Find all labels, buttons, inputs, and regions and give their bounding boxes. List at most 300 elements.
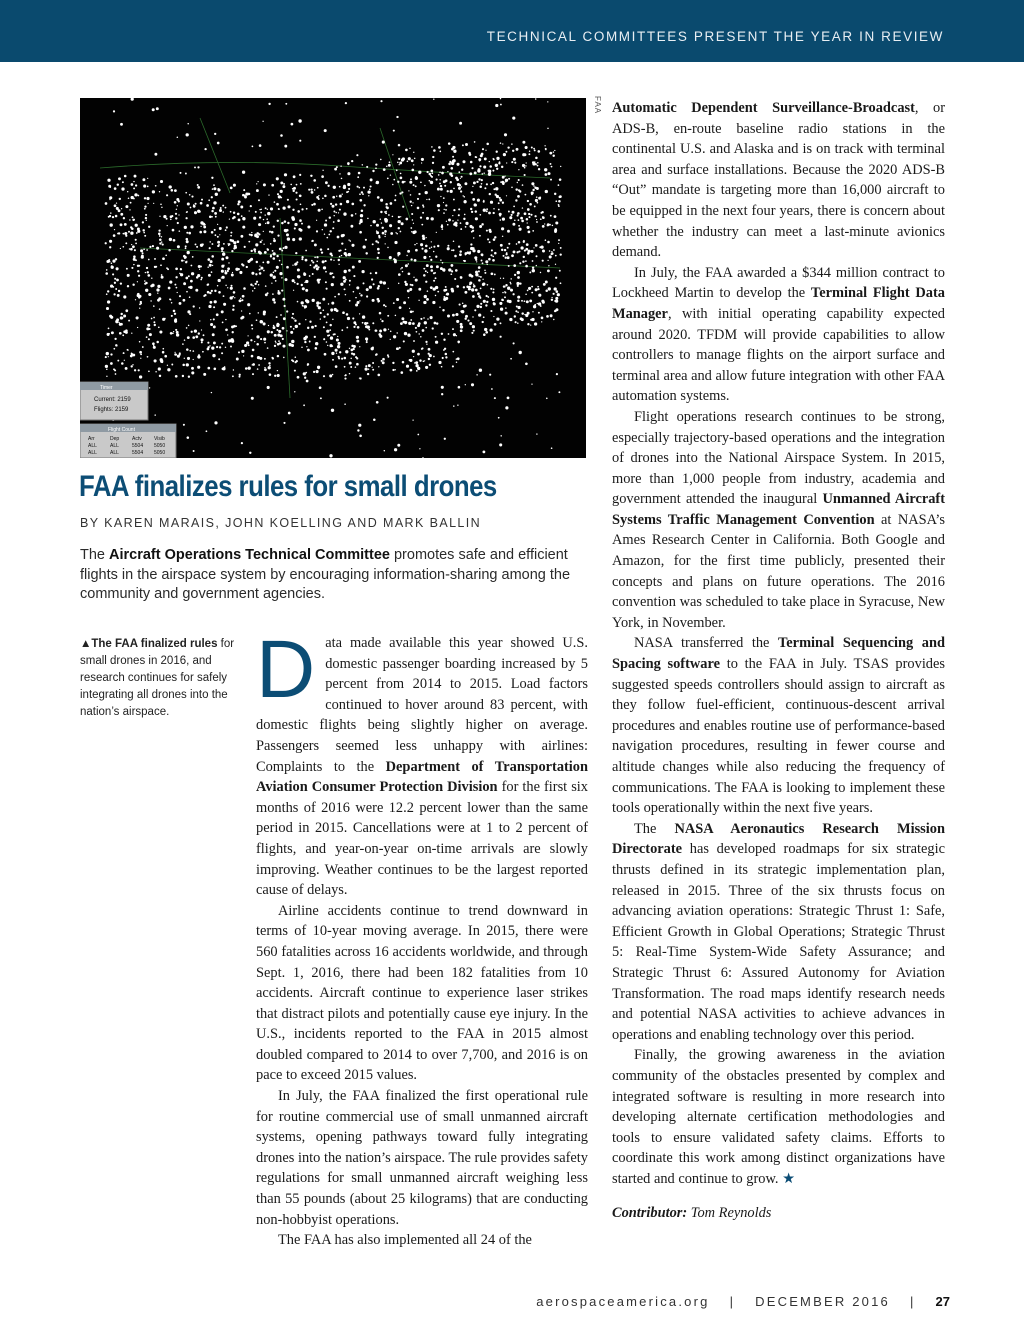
aircraft-dot — [280, 314, 282, 316]
aircraft-dot — [340, 283, 343, 286]
aircraft-dot — [534, 322, 537, 325]
aircraft-dot — [312, 299, 315, 302]
aircraft-dot — [274, 334, 277, 337]
aircraft-dot — [526, 218, 529, 221]
aircraft-dot — [125, 367, 128, 370]
aircraft-dot — [335, 212, 337, 214]
aircraft-dot — [525, 362, 528, 365]
aircraft-dot — [359, 193, 361, 195]
aircraft-dot — [189, 194, 191, 196]
aircraft-dot — [263, 313, 266, 316]
aircraft-dot — [292, 209, 294, 211]
aircraft-dot — [362, 315, 365, 318]
aircraft-dot — [475, 273, 478, 276]
aircraft-dot — [415, 249, 418, 252]
aircraft-dot — [301, 208, 303, 210]
aircraft-dot — [434, 272, 436, 274]
aircraft-dot — [201, 277, 203, 279]
aircraft-dot — [120, 223, 123, 226]
aircraft-dot — [443, 212, 445, 214]
aircraft-dot — [152, 245, 154, 247]
aircraft-dot — [210, 323, 213, 326]
aircraft-dot — [442, 268, 445, 271]
aircraft-dot — [302, 305, 304, 307]
count-cell: ALL — [110, 443, 119, 449]
aircraft-dot — [269, 373, 272, 376]
aircraft-dot — [496, 151, 498, 153]
aircraft-dot — [488, 173, 491, 176]
aircraft-dot — [427, 290, 429, 292]
aircraft-dot — [251, 324, 253, 326]
aircraft-dot — [211, 177, 213, 179]
aircraft-dot — [384, 450, 385, 451]
aircraft-dot — [505, 286, 506, 287]
aircraft-dot — [415, 177, 418, 180]
aircraft-dot — [282, 345, 285, 348]
aircraft-dot — [466, 286, 469, 289]
aircraft-dot — [105, 356, 107, 358]
aircraft-dot — [405, 264, 408, 267]
aircraft-dot — [161, 274, 163, 276]
aircraft-dot — [484, 157, 487, 160]
aircraft-dot — [341, 242, 343, 244]
body-paragraph — [612, 263, 945, 407]
aircraft-dot — [438, 146, 441, 149]
aircraft-dot — [294, 227, 296, 229]
aircraft-dot — [471, 288, 474, 291]
aircraft-dot — [190, 265, 192, 267]
page-footer — [0, 1294, 950, 1309]
aircraft-dot — [526, 162, 527, 163]
aircraft-dot — [298, 323, 300, 325]
aircraft-dot — [147, 186, 149, 188]
aircraft-dot — [410, 310, 413, 313]
aircraft-dot — [415, 361, 418, 364]
aircraft-dot — [129, 209, 130, 210]
aircraft-dot — [536, 265, 537, 266]
aircraft-dot — [141, 256, 144, 259]
aircraft-dot — [452, 156, 454, 158]
aircraft-dot — [414, 230, 417, 233]
aircraft-dot — [174, 201, 177, 204]
aircraft-dot — [469, 225, 472, 228]
aircraft-dot — [425, 327, 427, 329]
contributor-line — [612, 1203, 945, 1224]
text-run: The — [634, 820, 675, 837]
aircraft-dot — [227, 270, 229, 272]
aircraft-dot — [251, 328, 253, 330]
aircraft-dot — [476, 374, 477, 375]
aircraft-dot — [324, 223, 327, 226]
aircraft-dot — [459, 250, 461, 252]
aircraft-dot — [447, 314, 450, 317]
body-column-1 — [256, 624, 588, 1251]
aircraft-dot — [356, 340, 359, 343]
aircraft-dot — [432, 162, 434, 164]
flight-count-title: Flight Count — [108, 427, 135, 433]
aircraft-dot — [490, 201, 493, 204]
aircraft-dot — [345, 294, 347, 296]
aircraft-dot — [299, 174, 301, 176]
aircraft-dot — [531, 182, 534, 185]
aircraft-dot — [251, 232, 252, 233]
aircraft-dot — [493, 288, 495, 290]
aircraft-dot — [440, 196, 441, 197]
aircraft-dot — [240, 206, 243, 209]
aircraft-dot — [230, 287, 233, 290]
aircraft-dot — [489, 161, 490, 162]
aircraft-dot — [261, 240, 262, 241]
aircraft-dot — [558, 200, 561, 203]
count-cell: 5050 — [154, 450, 166, 456]
aircraft-dot — [388, 329, 389, 330]
aircraft-dot — [392, 216, 394, 218]
aircraft-dot — [505, 179, 508, 182]
aircraft-dot — [470, 208, 472, 210]
aircraft-dot — [372, 346, 374, 348]
aircraft-dot — [218, 279, 221, 282]
aircraft-dot — [305, 335, 308, 338]
aircraft-dot — [445, 356, 447, 358]
aircraft-dot — [558, 243, 559, 244]
aircraft-dot — [246, 266, 248, 268]
aircraft-dot — [301, 223, 303, 225]
aircraft-dot — [530, 319, 532, 321]
aircraft-dot — [410, 178, 412, 180]
aircraft-dot — [555, 277, 557, 279]
aircraft-dot — [486, 143, 489, 146]
aircraft-dot — [186, 232, 188, 234]
aircraft-dot — [197, 366, 200, 369]
aircraft-dot — [109, 196, 112, 199]
aircraft-dot — [479, 160, 480, 161]
aircraft-dot — [329, 217, 331, 219]
aircraft-dot — [458, 184, 461, 187]
aircraft-dot — [115, 258, 117, 260]
aircraft-dot — [209, 264, 212, 267]
aircraft-dot — [121, 187, 124, 190]
aircraft-dot — [542, 301, 545, 304]
aircraft-dot — [274, 201, 276, 203]
aircraft-dot — [409, 148, 410, 149]
aircraft-dot — [344, 357, 347, 360]
aircraft-dot — [529, 299, 532, 302]
aircraft-dot — [531, 292, 533, 294]
aircraft-dot — [106, 269, 108, 271]
aircraft-dot — [460, 190, 462, 192]
aircraft-dot — [350, 366, 352, 368]
aircraft-dot — [322, 260, 325, 263]
aircraft-dot — [470, 161, 473, 164]
aircraft-dot — [398, 227, 400, 229]
aircraft-dot — [201, 329, 202, 330]
aircraft-dot — [252, 290, 254, 292]
aircraft-dot — [492, 256, 494, 258]
aircraft-dot — [479, 369, 482, 372]
aircraft-dot — [329, 374, 332, 377]
aircraft-dot — [385, 234, 387, 236]
aircraft-dot — [418, 322, 421, 325]
aircraft-dot — [279, 272, 282, 275]
aircraft-dot — [425, 341, 427, 343]
aircraft-dot — [197, 166, 199, 168]
aircraft-dot — [403, 301, 406, 304]
aircraft-dot — [459, 122, 462, 125]
aircraft-dot — [471, 275, 474, 278]
aircraft-dot — [316, 230, 318, 232]
aircraft-dot — [346, 200, 349, 203]
aircraft-dot — [177, 355, 180, 358]
aircraft-dot — [367, 190, 370, 193]
aircraft-dot — [483, 172, 484, 173]
aircraft-dot — [381, 320, 383, 322]
aircraft-dot — [178, 214, 179, 215]
aircraft-dot — [106, 307, 109, 310]
aircraft-dot — [503, 278, 504, 279]
aircraft-dot — [335, 349, 338, 352]
aircraft-dot — [540, 218, 542, 220]
aircraft-dot — [473, 284, 474, 285]
aircraft-dot — [448, 218, 451, 221]
aircraft-dot — [507, 146, 509, 148]
aircraft-dot — [483, 165, 486, 168]
aircraft-dot — [547, 128, 548, 129]
text-run: , or ADS-B, en-route baseline radio stations in the continental U.S. and Alaska and is on track with terminal area and surface installations. Because the 2020 ADS-B “Out” mandate is targeting more than 16,000 aircraft to be equipped in the next four years, there is concern about whether the industry can meet a last-minute avionics demand. — [612, 100, 945, 261]
aircraft-dot — [442, 309, 444, 311]
aircraft-dot — [327, 185, 329, 187]
aircraft-dot — [263, 183, 266, 186]
aircraft-dot — [551, 166, 553, 168]
aircraft-dot — [150, 300, 151, 301]
aircraft-dot — [185, 261, 187, 263]
aircraft-dot — [144, 197, 146, 199]
aircraft-dot — [276, 266, 279, 269]
aircraft-dot — [498, 162, 500, 164]
aircraft-dot — [401, 267, 403, 269]
aircraft-dot — [443, 296, 445, 298]
aircraft-dot — [351, 352, 353, 354]
aircraft-dot — [347, 162, 350, 165]
aircraft-dot — [523, 241, 525, 243]
aircraft-dot — [506, 162, 507, 163]
aircraft-dot — [188, 325, 190, 327]
aircraft-dot — [430, 175, 432, 177]
aircraft-dot — [242, 171, 245, 174]
aircraft-dot — [483, 201, 485, 203]
aircraft-dot — [320, 312, 322, 314]
aircraft-dot — [258, 251, 261, 254]
aircraft-dot — [550, 315, 552, 317]
aircraft-dot — [532, 230, 534, 232]
aircraft-dot — [555, 200, 557, 202]
aircraft-dot — [538, 294, 541, 297]
aircraft-dot — [113, 348, 115, 350]
aircraft-dot — [453, 188, 455, 190]
aircraft-dot — [469, 283, 471, 285]
aircraft-dot — [293, 290, 294, 291]
aircraft-dot — [344, 366, 346, 368]
aircraft-dot — [299, 219, 302, 222]
aircraft-dot — [131, 244, 132, 245]
aircraft-dot — [550, 163, 552, 165]
aircraft-dot — [517, 182, 518, 183]
aircraft-dot — [358, 260, 361, 263]
aircraft-dot — [509, 216, 512, 219]
aircraft-dot — [139, 308, 140, 309]
aircraft-dot — [147, 203, 148, 204]
aircraft-dot — [213, 306, 215, 308]
aircraft-dot — [347, 172, 350, 175]
aircraft-dot — [113, 234, 116, 237]
aircraft-dot — [293, 328, 295, 330]
aircraft-dot — [527, 290, 529, 292]
bold-term: Terminal Flight Data Manager — [612, 285, 945, 322]
aircraft-dot — [304, 273, 305, 274]
aircraft-dot — [279, 248, 282, 251]
aircraft-dot — [267, 209, 268, 210]
aircraft-dot — [439, 151, 441, 153]
aircraft-dot — [461, 176, 463, 178]
aircraft-dot — [375, 240, 377, 242]
aircraft-dot — [135, 224, 138, 227]
aircraft-dot — [377, 301, 379, 303]
aircraft-dot — [441, 386, 444, 389]
aircraft-dot — [296, 283, 298, 285]
aircraft-dot — [460, 276, 461, 277]
aircraft-dot — [438, 209, 440, 211]
aircraft-dot — [241, 215, 243, 217]
aircraft-dot — [147, 271, 149, 273]
aircraft-dot — [170, 332, 173, 335]
aircraft-dot — [277, 355, 279, 357]
aircraft-dot — [464, 317, 466, 319]
aircraft-dot — [134, 219, 135, 220]
aircraft-dot — [304, 341, 306, 343]
aircraft-dot — [187, 203, 190, 206]
aircraft-dot — [536, 221, 538, 223]
aircraft-dot — [551, 297, 552, 298]
aircraft-dot — [525, 265, 528, 268]
aircraft-dot — [410, 258, 412, 260]
aircraft-dot — [369, 188, 371, 190]
aircraft-dot — [117, 183, 119, 185]
aircraft-dot — [537, 286, 539, 288]
aircraft-dot — [135, 243, 137, 245]
aircraft-dot — [542, 225, 545, 228]
aircraft-dot — [465, 226, 467, 228]
aircraft-dot — [429, 180, 431, 182]
aircraft-dot — [158, 233, 161, 236]
aircraft-dot — [163, 215, 166, 218]
aircraft-dot — [533, 305, 536, 308]
aircraft-dot — [402, 361, 405, 364]
aircraft-dot — [375, 163, 377, 165]
aircraft-dot — [463, 260, 464, 261]
aircraft-dot — [264, 251, 267, 254]
aircraft-dot — [182, 375, 184, 377]
aircraft-dot — [342, 311, 345, 314]
aircraft-dot — [517, 276, 520, 279]
aircraft-dot — [513, 158, 516, 161]
aircraft-dot — [277, 193, 279, 195]
aircraft-dot — [378, 366, 379, 367]
aircraft-dot — [452, 215, 453, 216]
flight-count-panel — [80, 424, 176, 458]
aircraft-dot — [510, 289, 513, 292]
aircraft-dot — [409, 308, 410, 309]
aircraft-dot — [160, 264, 162, 266]
aircraft-dot — [249, 313, 251, 315]
aircraft-dot — [197, 186, 200, 189]
aircraft-dot — [183, 299, 186, 302]
aircraft-dot — [426, 264, 429, 267]
aircraft-dot — [537, 202, 539, 204]
aircraft-dot — [465, 315, 468, 318]
aircraft-dot — [257, 356, 260, 359]
aircraft-dot — [458, 171, 460, 173]
aircraft-dot — [533, 247, 534, 248]
aircraft-dot — [387, 397, 389, 399]
aircraft-dot — [473, 237, 474, 238]
aircraft-dot — [383, 168, 386, 171]
aircraft-dot — [480, 288, 482, 290]
aircraft-dot — [115, 344, 117, 346]
aircraft-dot — [245, 367, 248, 370]
aircraft-dot — [155, 371, 157, 373]
aircraft-dot — [199, 231, 202, 234]
aircraft-dot — [255, 233, 256, 234]
aircraft-dot — [479, 186, 482, 189]
aircraft-dot — [544, 168, 547, 171]
aircraft-dot — [207, 342, 209, 344]
aircraft-dot — [234, 297, 235, 298]
aircraft-dot — [414, 244, 416, 246]
aircraft-dot — [422, 204, 424, 206]
aircraft-dot — [225, 270, 227, 272]
aircraft-dot — [181, 259, 183, 261]
aircraft-dot — [131, 365, 133, 367]
aircraft-dot — [363, 187, 365, 189]
aircraft-dot — [413, 152, 414, 153]
aircraft-dot — [338, 356, 340, 358]
aircraft-dot — [413, 356, 414, 357]
aircraft-dot — [326, 330, 329, 333]
aircraft-dot — [422, 212, 424, 214]
aircraft-dot — [294, 370, 296, 372]
aircraft-dot — [316, 220, 317, 221]
aircraft-dot — [132, 354, 135, 357]
aircraft-dot — [153, 345, 154, 346]
aircraft-dot — [453, 223, 456, 226]
aircraft-dot — [500, 244, 503, 247]
aircraft-dot — [427, 318, 429, 320]
aircraft-dot — [461, 186, 462, 187]
aircraft-dot — [183, 282, 186, 285]
aircraft-dot — [482, 279, 483, 280]
aircraft-dot — [260, 212, 262, 214]
aircraft-dot — [504, 133, 507, 136]
aircraft-dot — [380, 159, 382, 161]
aircraft-dot — [158, 326, 160, 328]
aircraft-dot — [283, 357, 285, 359]
aircraft-dot — [531, 250, 534, 253]
aircraft-dot — [319, 302, 321, 304]
aircraft-dot — [115, 373, 117, 375]
aircraft-dot — [225, 207, 227, 209]
aircraft-dot — [483, 300, 486, 303]
aircraft-dot — [211, 290, 213, 292]
aircraft-dot — [436, 322, 438, 324]
